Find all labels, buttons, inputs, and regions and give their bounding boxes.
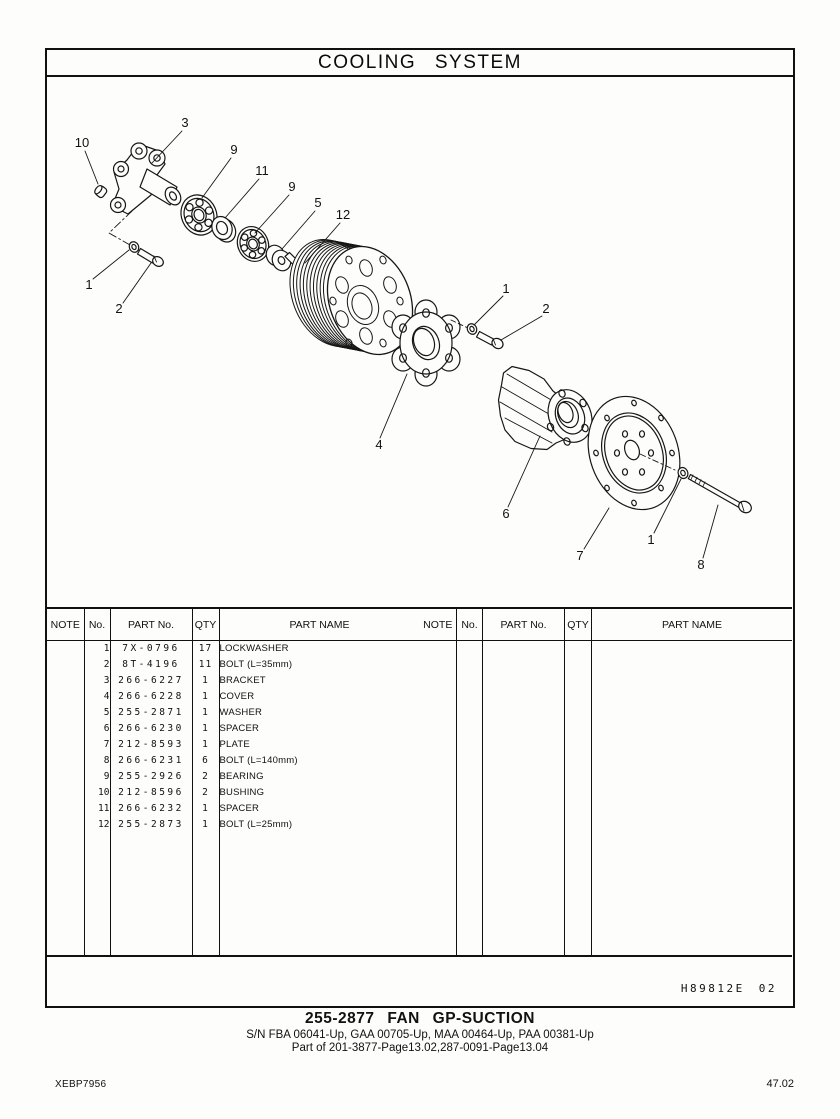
col-header-no: No. xyxy=(457,609,483,641)
exploded-diagram xyxy=(47,79,792,607)
col-header-no: No. xyxy=(84,609,110,641)
callout-9: 9 xyxy=(230,142,238,157)
callout-1c: 1 xyxy=(647,532,655,547)
part-of-line: Part of 201-3877-Page13.02,287-0091-Page13.04 xyxy=(291,1042,549,1054)
page-title: COOLING SYSTEM xyxy=(317,51,523,73)
callout-3: 3 xyxy=(181,115,189,130)
bushing-part xyxy=(93,184,108,199)
col-header-part-no: PART No. xyxy=(110,609,192,641)
caption-block xyxy=(0,1010,840,1054)
table-row: 8 266-6231 6 BOLT (L=140mm) xyxy=(47,753,420,769)
assembly-title: 255-2877 FAN GP-SUCTION xyxy=(305,1010,535,1027)
callout-2b: 2 xyxy=(542,301,550,316)
table-row: 11 266-6232 1 SPACER xyxy=(47,801,420,817)
table-row: 3 266-6227 1 BRACKET xyxy=(47,673,420,689)
table-row: 6 266-6230 1 SPACER xyxy=(47,721,420,737)
table-row: 2 8T-4196 11 BOLT (L=35mm) xyxy=(47,657,420,673)
callout-1b: 1 xyxy=(502,281,510,296)
table-header-row xyxy=(420,609,793,641)
spacer-block-part xyxy=(499,367,600,450)
figure-strip xyxy=(47,955,793,1005)
table-row: 10 212-8596 2 BUSHING xyxy=(47,785,420,801)
callout-12: 12 xyxy=(335,207,351,222)
bolt-part xyxy=(477,332,505,351)
col-header-part-name: PART NAME xyxy=(592,609,793,641)
col-header-qty: QTY xyxy=(565,609,592,641)
drawing-sheet xyxy=(45,48,795,1008)
table-filler-row xyxy=(47,833,420,956)
callout-5: 5 xyxy=(314,195,322,210)
callout-11: 11 xyxy=(255,163,269,178)
page-number: 47.02 xyxy=(766,1078,794,1090)
bolt-part xyxy=(138,249,166,269)
table-row: 12 255-2873 1 BOLT (L=25mm) xyxy=(47,817,420,833)
parts-table-left xyxy=(47,609,420,955)
callout-6: 6 xyxy=(502,506,510,521)
figure-revision: 02 xyxy=(758,982,777,995)
axis-dash-line xyxy=(109,211,132,245)
callout-4: 4 xyxy=(375,437,383,452)
col-header-note: NOTE xyxy=(47,609,84,641)
callout-8: 8 xyxy=(697,557,705,572)
callout-1a: 1 xyxy=(85,277,93,292)
lockwasher-part xyxy=(466,322,479,336)
callout-10: 10 xyxy=(74,135,90,150)
document-code: XEBP7956 xyxy=(55,1079,107,1090)
serial-number-line: S/N FBA 06041-Up, GAA 00705-Up, MAA 00464-Up, PAA 00381-Up xyxy=(246,1029,594,1041)
table-row: 5 255-2871 1 WASHER xyxy=(47,705,420,721)
parts-table xyxy=(47,607,792,957)
table-header-row xyxy=(47,609,420,641)
callout-7: 7 xyxy=(576,548,584,563)
plate-part xyxy=(573,383,695,522)
title-bar xyxy=(47,50,793,77)
callout-2a: 2 xyxy=(115,301,123,316)
parts-table-right xyxy=(420,609,793,955)
table-row: 4 266-6228 1 COVER xyxy=(47,689,420,705)
figure-code xyxy=(681,982,777,995)
long-bolt-part xyxy=(688,475,753,515)
col-header-qty: QTY xyxy=(192,609,219,641)
table-row: 9 255-2926 2 BEARING xyxy=(47,769,420,785)
table-row: 7 212-8593 1 PLATE xyxy=(47,737,420,753)
bracket-part xyxy=(111,143,184,214)
col-header-note: NOTE xyxy=(420,609,457,641)
table-row: 1 7X-0796 17 LOCKWASHER xyxy=(47,641,420,657)
col-header-part-no: PART No. xyxy=(483,609,565,641)
callout-9b: 9 xyxy=(288,179,296,194)
figure-number: H89812E xyxy=(680,982,745,995)
col-header-part-name: PART NAME xyxy=(219,609,420,641)
table-filler-row xyxy=(420,641,793,956)
